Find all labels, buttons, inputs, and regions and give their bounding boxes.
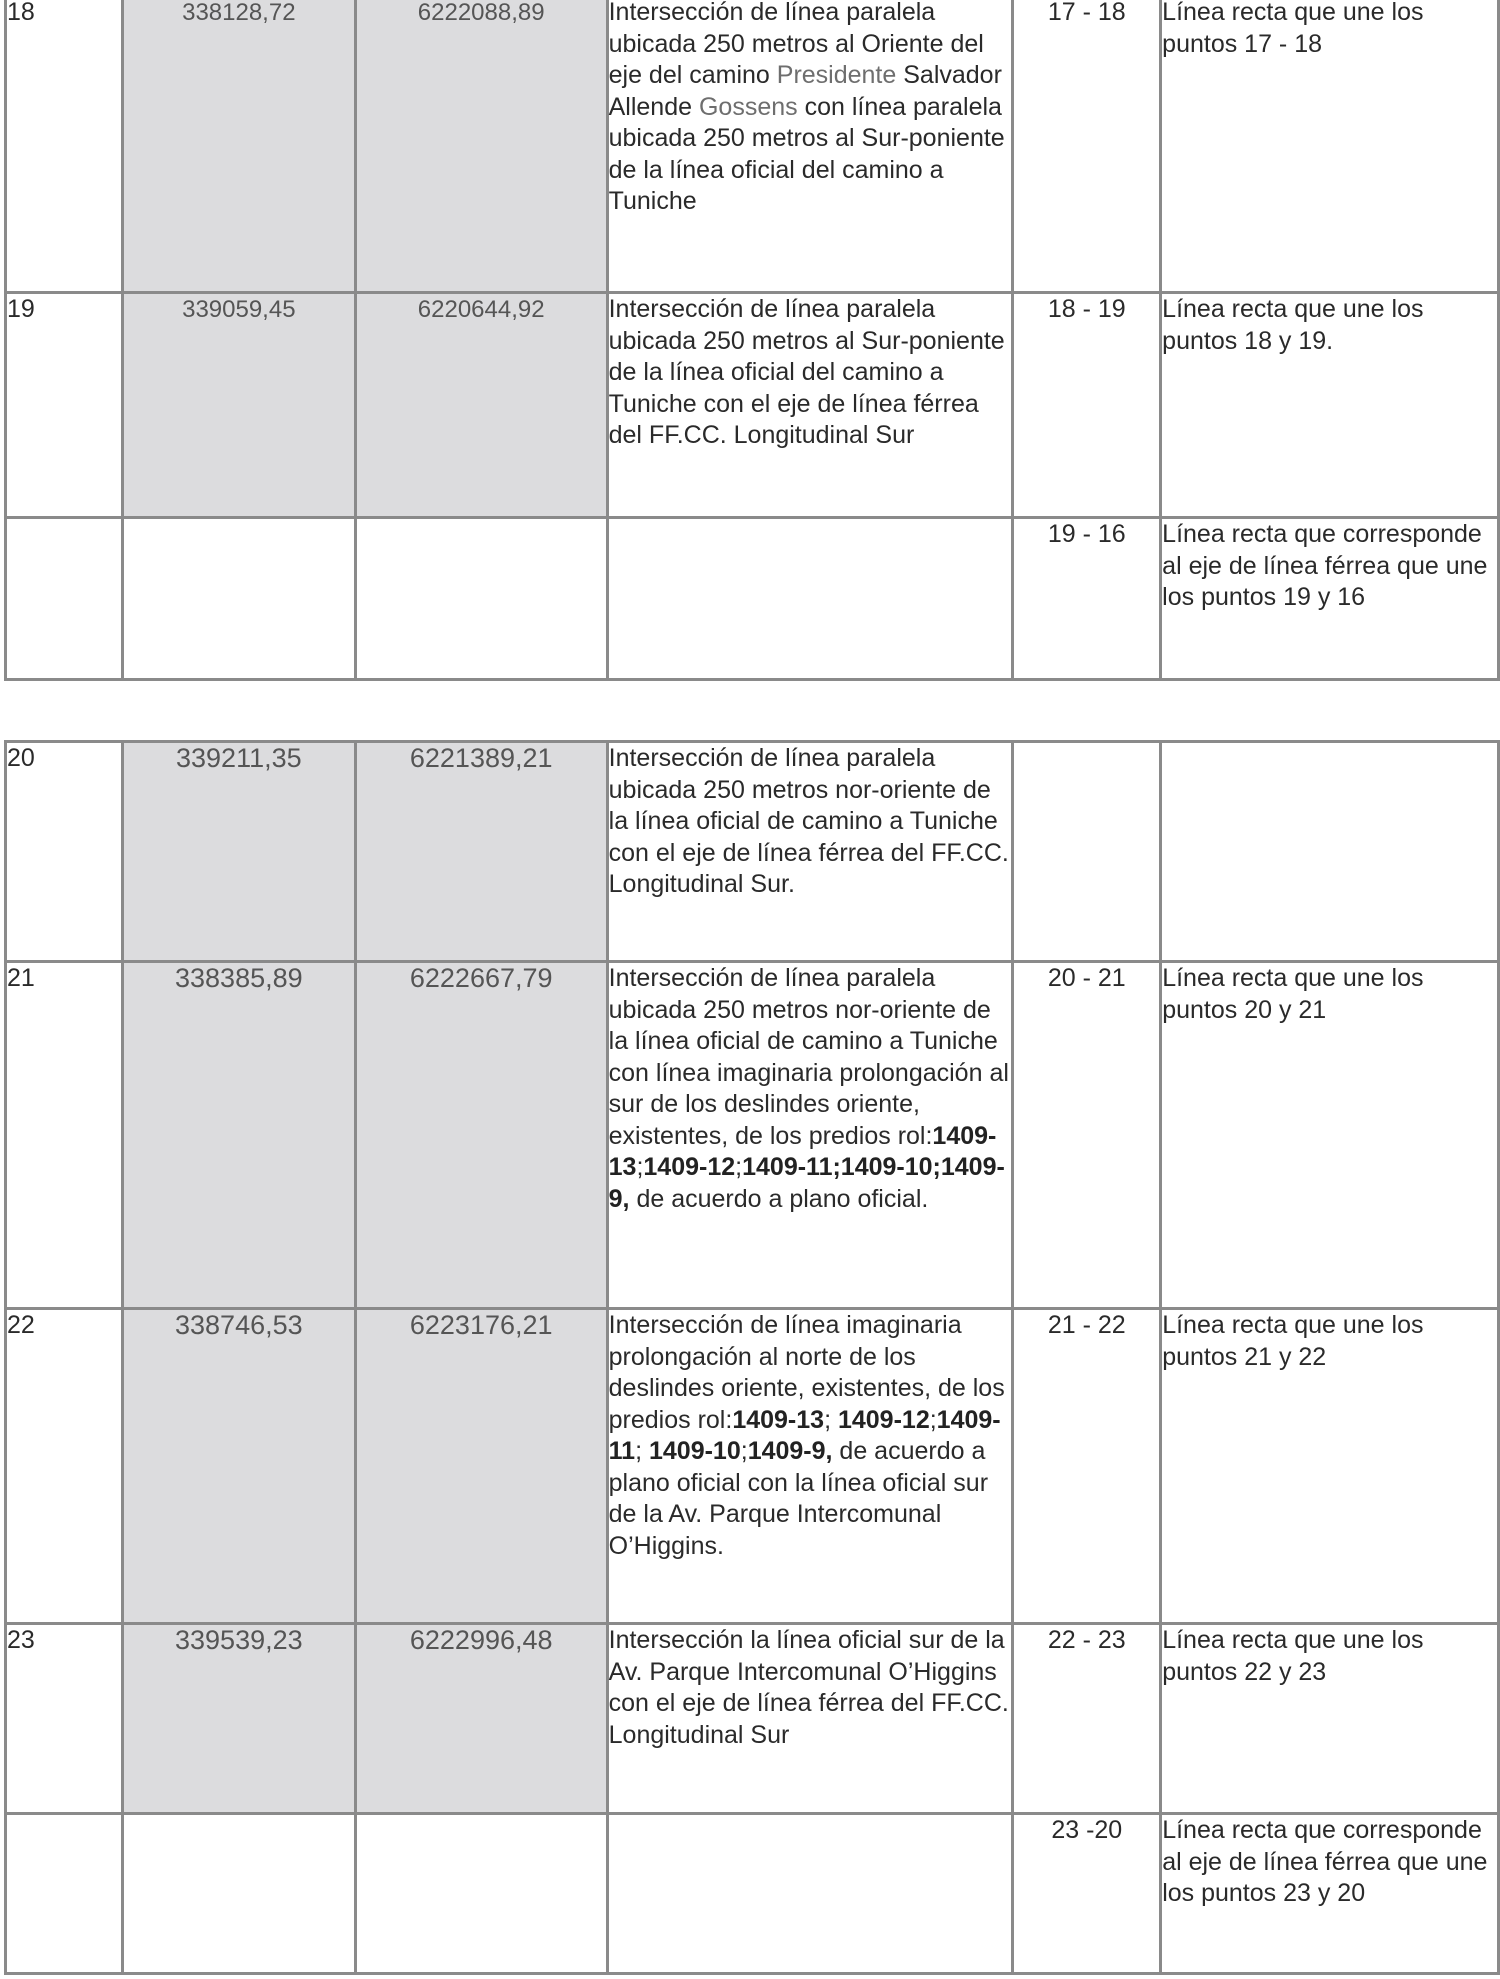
point-number xyxy=(6,1814,123,1974)
segment-range: 23 -20 xyxy=(1013,1814,1161,1974)
segment-range: 22 - 23 xyxy=(1013,1624,1161,1814)
table-row xyxy=(6,1309,1499,1624)
segment-description: Línea recta que une los puntos 20 y 21 xyxy=(1161,962,1499,1309)
segment-description: Línea recta que une los puntos 18 y 19. xyxy=(1161,293,1499,518)
coordinate-east: 338385,89 xyxy=(122,962,355,1309)
coordinate-north xyxy=(355,1814,607,1974)
point-description: Intersección de línea paralela ubicada 250 metros nor-oriente de la línea oficial de camino a Tuniche con línea imaginaria prolongación al sur de los deslindes oriente, existentes, de los predios rol:1409-13;1409-12;1409-11;1409-10;1409-9, de acuerdo a plano oficial. xyxy=(607,962,1013,1309)
point-description: Intersección de línea paralela ubicada 250 metros al Sur-poniente de la línea oficial del camino a Tuniche con el eje de línea férrea del FF.CC. Longitudinal Sur xyxy=(607,293,1013,518)
coordinate-east xyxy=(122,1814,355,1974)
segment-description: Línea recta que une los puntos 22 y 23 xyxy=(1161,1624,1499,1814)
table-row xyxy=(6,518,1499,680)
segment-range: 20 - 21 xyxy=(1013,962,1161,1309)
segment-range: 19 - 16 xyxy=(1013,518,1161,680)
segment-range xyxy=(1013,742,1161,962)
coordinate-east: 339539,23 xyxy=(122,1624,355,1814)
point-description: Intersección de línea paralela ubicada 250 metros nor-oriente de la línea oficial de camino a Tuniche con el eje de línea férrea del FF.CC. Longitudinal Sur. xyxy=(607,742,1013,962)
point-description: Intersección de línea imaginaria prolongación al norte de los deslindes oriente, existentes, de los predios rol:1409-13; 1409-12;1409-11; 1409-10;1409-9, de acuerdo a plano oficial con la línea oficial sur de la Av. Parque Intercomunal O’Higgins. xyxy=(607,1309,1013,1624)
segment-range: 21 - 22 xyxy=(1013,1309,1161,1624)
segment-description: Línea recta que une los puntos 17 - 18 xyxy=(1161,0,1499,293)
point-description: Intersección la línea oficial sur de la Av. Parque Intercomunal O’Higgins con el eje de línea férrea del FF.CC. Longitudinal Sur xyxy=(607,1624,1013,1814)
boundary-table-1 xyxy=(4,0,1500,681)
segment-description: Línea recta que corresponde al eje de línea férrea que une los puntos 19 y 16 xyxy=(1161,518,1499,680)
table-row xyxy=(6,1624,1499,1814)
table-row xyxy=(6,293,1499,518)
point-number: 22 xyxy=(6,1309,123,1624)
point-number: 21 xyxy=(6,962,123,1309)
coordinate-east: 338746,53 xyxy=(122,1309,355,1624)
point-description xyxy=(607,1814,1013,1974)
coordinate-north: 6222996,48 xyxy=(355,1624,607,1814)
table-row xyxy=(6,742,1499,962)
point-number: 23 xyxy=(6,1624,123,1814)
point-number xyxy=(6,518,123,680)
point-number: 20 xyxy=(6,742,123,962)
table-row xyxy=(6,962,1499,1309)
table-row xyxy=(6,1814,1499,1974)
coordinate-north: 6220644,92 xyxy=(355,293,607,518)
point-number: 18 xyxy=(6,0,123,293)
coordinate-north: 6222088,89 xyxy=(355,0,607,293)
coordinate-north: 6222667,79 xyxy=(355,962,607,1309)
coordinate-east: 338128,72 xyxy=(122,0,355,293)
coordinate-north: 6221389,21 xyxy=(355,742,607,962)
coordinate-north: 6223176,21 xyxy=(355,1309,607,1624)
coordinate-north xyxy=(355,518,607,680)
table-row xyxy=(6,0,1499,293)
coordinate-east: 339211,35 xyxy=(122,742,355,962)
point-number: 19 xyxy=(6,293,123,518)
point-description xyxy=(607,518,1013,680)
segment-description: Línea recta que une los puntos 21 y 22 xyxy=(1161,1309,1499,1624)
point-description: Intersección de línea paralela ubicada 250 metros al Oriente del eje del camino Presidente Salvador Allende Gossens con línea paralela ubicada 250 metros al Sur-poniente de la línea oficial del camino a Tuniche xyxy=(607,0,1013,293)
segment-description: Línea recta que corresponde al eje de línea férrea que une los puntos 23 y 20 xyxy=(1161,1814,1499,1974)
boundary-table-2 xyxy=(4,740,1500,1975)
segment-description xyxy=(1161,742,1499,962)
segment-range: 17 - 18 xyxy=(1013,0,1161,293)
segment-range: 18 - 19 xyxy=(1013,293,1161,518)
coordinate-east xyxy=(122,518,355,680)
coordinate-east: 339059,45 xyxy=(122,293,355,518)
